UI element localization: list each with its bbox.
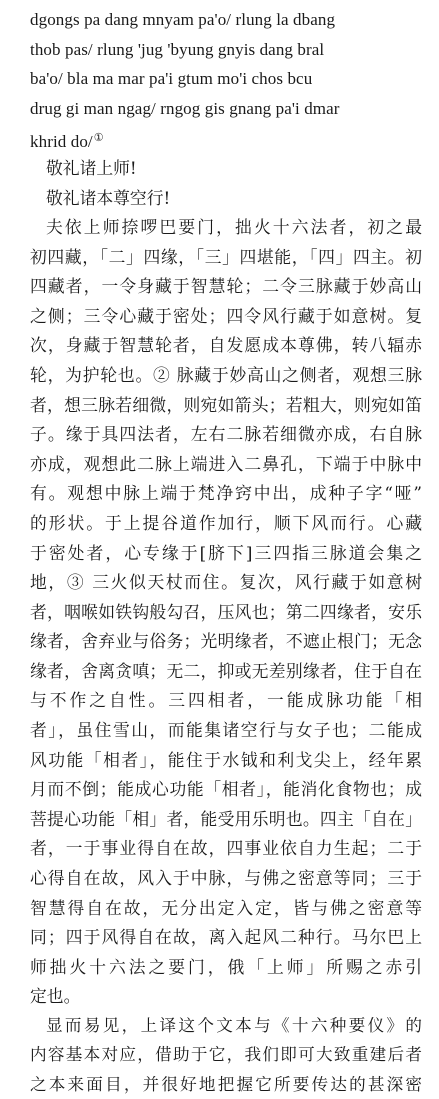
- invocation-1: 敬礼诸上师!: [46, 158, 137, 178]
- translation-line-last: 定也。: [30, 986, 81, 1006]
- transliteration-line-5-text: khrid do/: [30, 132, 93, 151]
- translation-line: 菩提心功能「相」者，能受用乐明也。四主「自在」: [30, 809, 422, 829]
- commentary-line: 之本来面目，并很好地把握它所要传达的甚深密: [30, 1075, 422, 1094]
- translation-line: 风功能「相者」，能住于水钺和利戈尖上，经年累: [30, 750, 422, 770]
- commentary-line: 显而易见，上译这个文本与《十六种要仪》的: [46, 1016, 422, 1035]
- translation-line: 者」，虽住雪山，而能集诸空行与女子也；二能成: [30, 720, 422, 740]
- translation-line: 四藏者，一令身藏于智慧轮；二令三脉藏于妙高山: [30, 276, 422, 296]
- transliteration-line-1: dgongs pa dang mnyam pa'o/ rlung la dbang: [30, 10, 336, 29]
- translation-line: 缘者，舍离贪嗔；无二，抑或无差别缘者，住于自在: [30, 661, 422, 681]
- translation-line: 者，一于事业得自在故，四事业依自力生起；二于: [30, 838, 422, 858]
- translation-line: 心得自在故，风入于中脉，与佛之密意等同；三于: [30, 868, 422, 888]
- translation-line: 师拙火十六法之要门，俄「上师」所赐之赤引: [30, 957, 422, 977]
- footnote-marker-1: ①: [93, 132, 104, 144]
- translation-line: 有。观想中脉上端于梵净窍中出，成种子字“哑”: [30, 483, 422, 503]
- translation-line: 缘者，舍弃业与俗务；光明缘者，不遮止根门；无念: [30, 631, 422, 651]
- translation-line: 之侧；三令心藏于密处；四令风行藏于如意树。复: [30, 306, 422, 326]
- translation-line: 子。缘于具四法者，左右二脉若细微亦成，右自脉: [30, 424, 422, 444]
- translation-line: 于密处者，心专缘于[脐下]三四指三脉道会集之: [30, 543, 422, 563]
- invocation-2: 敬礼诸本尊空行!: [46, 188, 171, 208]
- translation-line: 轮，为护轮也。② 脉藏于妙高山之侧者，观想三脉: [30, 365, 422, 385]
- transliteration-line-5: [30, 128, 104, 152]
- translation-line: 者，想三脉若细微，则宛如箭头；若粗大，则宛如笛: [30, 395, 422, 415]
- transliteration-line-2: thob pas/ rlung 'jug 'byung gnyis dang bral: [30, 40, 325, 59]
- transliteration-line-3: ba'o/ bla ma mar pa'i gtum mo'i chos bcu: [30, 69, 313, 88]
- translation-line: 同；四于风得自在故，离入起风二种行。马尔巴上: [30, 927, 422, 947]
- translation-line: 者，咽喉如铁钩般勾召，压风也；第二四缘者，安乐: [30, 602, 422, 622]
- translation-line: 次，身藏于智慧轮者，自发愿成本尊佛，转八辐赤: [30, 335, 422, 355]
- translation-line: 亦成，观想此二脉上端进入二鼻孔，下端于中脉中: [30, 454, 422, 474]
- commentary-line: 内容基本对应，借助于它，我们即可大致重建后者: [30, 1045, 422, 1064]
- translation-line: 智慧得自在故，无分出定入定，皆与佛之密意等: [30, 898, 422, 918]
- translation-line: 的形状。于上提谷道作加行，顺下风而行。心藏: [30, 513, 422, 533]
- translation-line: 夫依上师捺啰巴要门，拙火十六法者，初之最: [46, 217, 422, 237]
- translation-line: 月而不倒；能成心功能「相者」，能消化食物也；成: [30, 779, 422, 799]
- translation-line: 初四藏，「二」四缘，「三」四堪能，「四」四主。初: [30, 247, 422, 267]
- translation-line: 与不作之自性。三四相者，一能成脉功能「相: [30, 690, 422, 710]
- transliteration-line-4: drug gi man ngag/ rngog gis gnang pa'i dmar: [30, 99, 340, 118]
- translation-line: 地，③ 三火似天杖而住。复次，风行藏于如意树: [30, 572, 422, 592]
